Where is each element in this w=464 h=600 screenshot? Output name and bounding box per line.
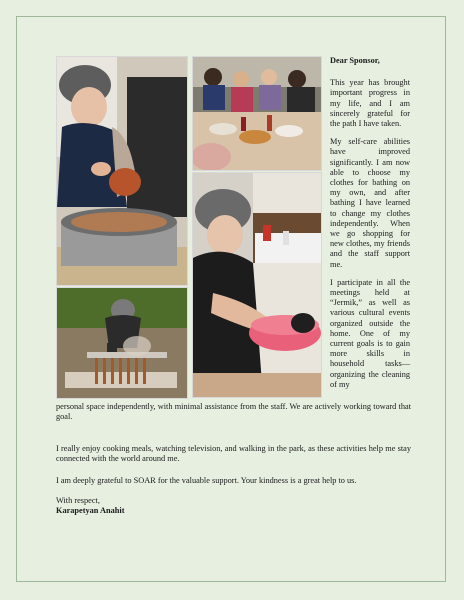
paragraph-self-care: My self-care abilities have improved significantly. I am now able to choose my clothes for bathing on my own, and after bathing I have learned to change my clothes independently. When we go shopping for new clothes, my friends and the staff support me. xyxy=(330,137,410,269)
paragraph-grateful xyxy=(56,476,411,486)
letter-right-column xyxy=(330,56,410,390)
signature-name: Karapetyan Anahit xyxy=(56,506,125,516)
photo-cooking xyxy=(56,56,188,286)
paragraph-participation-start: I participate in all the meetings held at “Jermik,” as well as various cultural events organized outside the home. One of my current goals is to gain more skills in household tasks—organizing the cleaning of my xyxy=(330,277,410,389)
photo-barbecue xyxy=(56,287,188,399)
paragraph-progress: This year has brought important progress in my life, and I am sincerely grateful for the path I have taken. xyxy=(330,78,410,129)
paragraph-enjoy-text: I really enjoy cooking meals, watching television, and walking in the park, as these activities help me stay connected with the world around me. xyxy=(56,444,411,464)
letter-closing xyxy=(56,496,411,516)
paragraph-grateful-text: I am deeply grateful to SOAR for the valuable support. Your kindness is a great help to us. xyxy=(56,476,357,485)
paragraph-enjoy xyxy=(56,444,411,464)
closing-line: With respect, xyxy=(56,496,100,505)
paragraph-participation-end xyxy=(56,402,411,422)
salutation: Dear Sponsor, xyxy=(330,56,380,65)
paragraph-participation-end-text: personal space independently, with minimal assistance from the staff. We are actively working toward that goal. xyxy=(56,402,411,422)
photo-washing xyxy=(192,172,322,398)
photo-group-table xyxy=(192,56,322,171)
